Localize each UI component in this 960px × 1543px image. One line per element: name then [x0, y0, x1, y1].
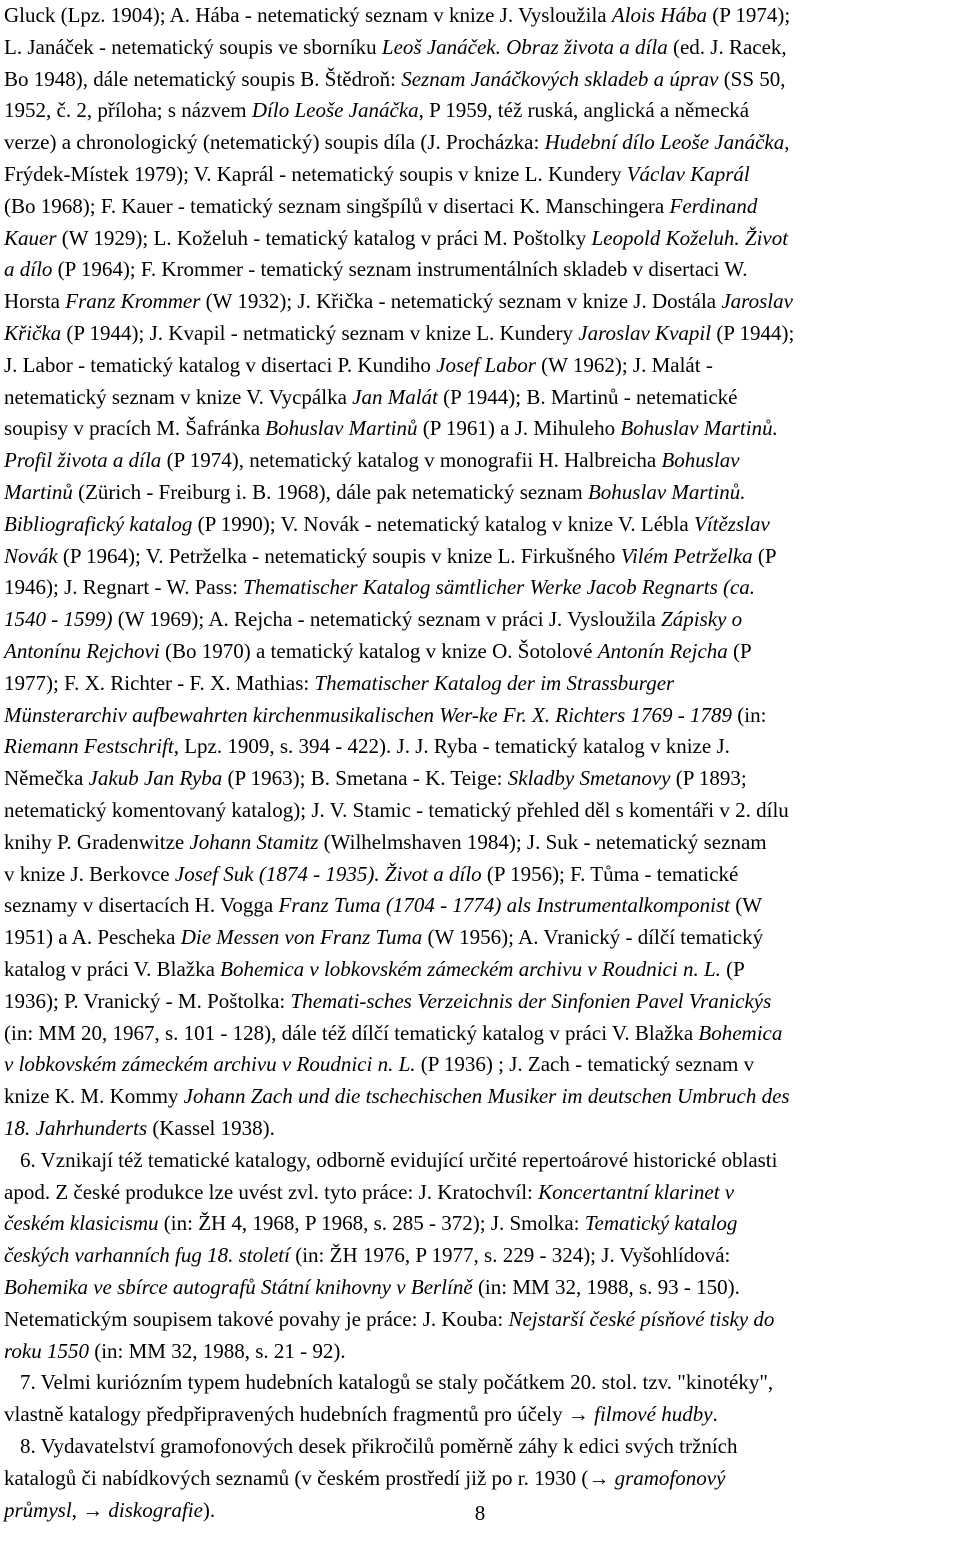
text-line — [20, 1367, 956, 1397]
text-segment: (P — [752, 543, 777, 568]
text-line — [20, 1145, 956, 1175]
text-segment: (P 1936) ; J. Zach - tematický seznam v — [415, 1052, 755, 1077]
text-segment: Bo 1948), dále netematický soupis B. Štědroň: — [4, 66, 402, 91]
text-segment: katalog v práci V. Blažka — [4, 957, 221, 981]
text-line — [20, 1431, 956, 1461]
italic-title: Bohuslav Martinů — [265, 416, 418, 441]
italic-title: Křička — [4, 321, 62, 345]
text-segment: (W 1956); A. Vranický - dílčí tematický — [422, 925, 764, 950]
text-segment: (W 1969); A. Rejcha - netematický seznam v práci J. Vysloužila — [112, 607, 662, 632]
text-line — [4, 827, 956, 857]
text-segment: knize K. M. Kommy — [4, 1084, 184, 1109]
text-segment: netematický seznam v knize V. Vycpálka — [4, 384, 353, 409]
text-segment: (P 1893; — [670, 766, 747, 791]
italic-title: Alois Hába — [611, 3, 707, 27]
italic-title: Die Messen von Franz Tuma — [180, 925, 423, 950]
text-line — [4, 64, 956, 94]
italic-title: Bohuslav Martinů. — [620, 416, 778, 441]
text-line — [4, 541, 956, 571]
text-line — [4, 636, 956, 666]
italic-title: Josef Labor — [436, 352, 536, 377]
text-segment: 8. Vydavatelství gramofonových desek přikročilů poměrně záhy k edici svých tržních — [20, 1434, 738, 1458]
text-segment: 1951) a A. Pescheka — [4, 925, 181, 950]
text-line — [4, 127, 956, 157]
text-line — [4, 509, 956, 539]
italic-title: Bohuslav Martinů. — [587, 480, 746, 504]
italic-title: roku 1550 — [4, 1338, 89, 1363]
text-segment: 7. Velmi kuriózním typem hudebních katalogů se staly počátkem 20. stol. tzv. "kinotéky", — [20, 1370, 774, 1395]
italic-title: Johann Stamitz — [189, 829, 319, 854]
text-segment: verze) a chronologický (netematický) soupis díla (J. Procházka: — [4, 130, 545, 155]
text-segment: (P 1944); J. Kvapil - netmatický seznam v knize L. Kundery — [61, 321, 579, 345]
text-line — [4, 731, 956, 761]
text-segment: (in: MM 32, 1988, s. 93 - 150). — [472, 1275, 740, 1299]
text-segment: v knize J. Berkovce — [4, 861, 175, 886]
text-segment: knihy P. Gradenwitze — [4, 829, 190, 854]
text-line — [4, 890, 956, 920]
italic-title: Antonínu Rejchovi — [4, 639, 160, 663]
text-segment: 1952, č. 2, příloha; s názvem — [4, 98, 252, 123]
text-segment: , P 1959, též ruská, anglická a německá — [418, 98, 750, 123]
text-line — [4, 254, 956, 284]
text-line — [4, 445, 956, 475]
text-segment: (P 1974), netematický katalog v monografii H. Halbreicha — [161, 448, 662, 473]
text-segment: 1977); F. X. Richter - F. X. Mathias: — [4, 670, 315, 695]
text-segment: Gluck (Lpz. 1904); A. Hába - netematický seznam v knize J. Vysloužila — [4, 3, 612, 27]
text-segment: (Zürich - Freiburg i. B. 1968), dále pak netematický seznam — [72, 480, 588, 504]
text-segment: L. Janáček - netematický soupis ve sborníku — [4, 34, 382, 59]
text-line — [4, 668, 956, 698]
italic-title: Franz Krommer — [65, 289, 201, 314]
italic-title: 18. Jahrhunderts — [4, 1116, 148, 1140]
text-segment: 6. Vznikají též tematické katalogy, odborně evidující určité repertoárové historické oblasti — [20, 1147, 778, 1172]
text-segment: , Lpz. 1909, s. 394 - 422). J. J. Ryba - tematický katalog v knize J. — [173, 734, 730, 759]
text-segment: (P 1964); F. Krommer - tematický seznam instrumentálních skladeb v disertaci W. — [52, 257, 748, 282]
text-segment: . — [712, 1402, 718, 1427]
italic-title: Thematischer Katalog sämtlicher Werke Jacob Regnarts (ca. — [243, 575, 756, 600]
italic-title: Bibliografický katalog — [4, 511, 193, 536]
italic-title: průmysl — [4, 1497, 72, 1522]
italic-title: Dílo Leoše Janáčka — [251, 98, 419, 123]
italic-title: Leopold Koželuh. Život — [591, 225, 789, 250]
text-segment: (P 1964); V. Petrželka - netematický soupis v knize L. Firkušného — [57, 543, 621, 568]
italic-title: Koncertantní klarinet v — [538, 1179, 735, 1204]
italic-title: Ferdinand — [669, 193, 758, 218]
text-segment: Němečka — [4, 766, 89, 791]
text-segment: Frýdek-Místek 1979); V. Kaprál - netematický soupis v knize L. Kundery — [4, 162, 627, 186]
italic-title: a dílo — [4, 257, 53, 282]
text-line — [4, 604, 956, 634]
text-segment: (W 1929); L. Koželuh - tematický katalog v práci M. Poštolky — [56, 225, 592, 250]
text-segment: (P — [720, 957, 745, 981]
italic-title: filmové hudby — [594, 1402, 713, 1427]
text-line — [4, 191, 956, 221]
italic-title: Bohuslav — [661, 448, 740, 473]
text-segment: (in: MM 20, 1967, s. 101 - 128), dále též dílčí tematický katalog v práci V. Blažka — [4, 1020, 699, 1045]
text-line — [4, 763, 956, 793]
text-segment: (in: ŽH 4, 1968, P 1968, s. 285 - 372); J. Smolka: — [158, 1211, 585, 1236]
text-segment: 1946); J. Regnart - W. Pass: — [4, 575, 244, 600]
italic-title: Leoš Janáček. Obraz života a díla — [381, 34, 668, 59]
text-segment: soupisy v pracích M. Šafránka — [4, 416, 266, 441]
italic-title: Nejstarší české písňové tisky do — [508, 1306, 775, 1331]
italic-title: Zápisky o — [661, 607, 743, 632]
text-line — [4, 1240, 956, 1270]
text-segment: (P 1961) a J. Mihuleho — [417, 416, 621, 441]
italic-title: českém klasicismu — [4, 1211, 159, 1236]
text-segment: (P 1974); — [706, 3, 791, 27]
italic-title: Jaroslav — [721, 289, 793, 314]
text-segment: vlastně katalogy předpřipravených hudebních fragmentů pro účely → — [4, 1402, 595, 1427]
text-segment: (Wilhelmshaven 1984); J. Suk - netematický seznam — [318, 829, 767, 854]
text-line — [4, 159, 956, 189]
text-segment: (W — [730, 893, 763, 918]
text-segment: (SS 50, — [718, 66, 786, 91]
text-segment: (P 1944); B. Martinů - netematické — [437, 384, 738, 409]
italic-title: Jan Malát — [352, 384, 438, 409]
text-line — [4, 1304, 956, 1334]
italic-title: Themati-sches Verzeichnis der Sinfonien Pavel Vranickýs — [290, 988, 772, 1013]
text-line — [4, 32, 956, 62]
text-segment: , → — [71, 1497, 109, 1522]
text-line — [4, 286, 956, 316]
italic-title: Bohemica v lobkovském zámeckém archivu v Roudnici n. L. — [220, 957, 721, 981]
text-line — [4, 1272, 956, 1302]
italic-title: Bohemika ve sbírce autografů Státní knihovny v Berlíně — [4, 1275, 473, 1299]
text-segment: seznamy v disertacích H. Vogga — [4, 893, 279, 918]
italic-title: Skladby Smetanovy — [507, 766, 671, 791]
text-line — [4, 922, 956, 952]
text-line — [4, 572, 956, 602]
text-segment: , — [784, 130, 790, 155]
text-segment: (in: ŽH 1976, P 1977, s. 229 - 324); J. Vyšohlídová: — [289, 1243, 731, 1268]
text-line — [4, 1399, 956, 1429]
text-segment: (Bo 1968); F. Kauer - tematický seznam singšpílů v disertaci K. Manschingera — [4, 193, 670, 218]
text-segment: (P 1956); F. Tůma - tematické — [481, 861, 739, 886]
italic-title: Antonín Rejcha — [597, 639, 728, 663]
text-line — [4, 700, 956, 730]
italic-title: 1540 - 1599) — [4, 607, 113, 632]
italic-title: Riemann Festschrift — [4, 734, 174, 759]
italic-title: Hudební dílo Leoše Janáčka — [544, 130, 785, 155]
page-number: 8 — [474, 1501, 486, 1525]
italic-title: Thematischer Katalog der im Strassburger — [314, 670, 675, 695]
text-line — [4, 95, 956, 125]
text-segment: (P 1944); — [711, 321, 795, 345]
text-line — [4, 318, 956, 348]
italic-title: gramofonový — [614, 1465, 726, 1490]
italic-title: Jaroslav Kvapil — [578, 321, 712, 345]
text-line — [4, 350, 956, 380]
text-segment: ). — [202, 1497, 216, 1522]
text-segment: 1936); P. Vranický - M. Poštolka: — [4, 988, 291, 1013]
text-segment: (ed. J. Racek, — [667, 34, 787, 59]
text-line — [4, 477, 956, 507]
text-line — [4, 954, 956, 984]
text-segment: (P 1963); B. Smetana - K. Teige: — [222, 766, 508, 791]
text-segment: (in: MM 32, 1988, s. 21 - 92). — [88, 1338, 346, 1363]
text-segment: netematický komentovaný katalog); J. V. Stamic - tematický přehled děl s komentáři v 2. dílu — [4, 798, 789, 822]
italic-title: v lobkovském zámeckém archivu v Roudnici n. L. — [4, 1052, 416, 1077]
text-line — [4, 859, 956, 889]
text-segment: Horsta — [4, 289, 66, 314]
text-segment: J. Labor - tematický katalog v disertaci P. Kundiho — [4, 352, 437, 377]
italic-title: Kauer — [4, 225, 57, 250]
text-line — [4, 223, 956, 253]
italic-title: Tematický katalog — [584, 1211, 738, 1236]
text-segment: (in: — [732, 702, 767, 727]
italic-title: Václav Kaprál — [626, 162, 750, 186]
italic-title: Jakub Jan Ryba — [88, 766, 223, 791]
italic-title: Martinů — [4, 480, 73, 504]
text-segment: (Bo 1970) a tematický katalog v knize O. Šotolové — [159, 639, 598, 663]
italic-title: Münsterarchiv aufbewahrten kirchenmusikalischen Wer-ke Fr. X. Richters 1769 - 1789 — [4, 702, 733, 727]
text-line — [4, 1208, 956, 1238]
text-line — [4, 1018, 956, 1048]
text-segment: (P 1990); V. Novák - netematický katalog v knize V. Lébla — [192, 511, 694, 536]
text-line — [4, 795, 956, 825]
italic-title: Bohemica — [698, 1020, 783, 1045]
text-line — [4, 1336, 956, 1366]
italic-title: Vítězslav — [693, 511, 770, 536]
text-line — [4, 1113, 956, 1143]
italic-title: Franz Tuma (1704 - 1774) als Instrumentalkomponist — [278, 893, 730, 918]
text-segment: (Kassel 1938). — [147, 1116, 275, 1140]
italic-title: českých varhanních fug 18. století — [4, 1243, 290, 1268]
text-line — [4, 986, 956, 1016]
text-segment: apod. Z české produkce lze uvést zvl. tyto práce: J. Kratochvíl: — [4, 1179, 539, 1204]
text-line — [4, 382, 956, 412]
text-segment: (W 1932); J. Křička - netematický seznam v knize J. Dostála — [200, 289, 722, 314]
text-line — [4, 1049, 956, 1079]
italic-title: Josef Suk (1874 - 1935). Život a dílo — [174, 861, 482, 886]
italic-title: Seznam Janáčkových skladeb a úprav — [401, 66, 719, 91]
italic-title: Novák — [4, 543, 58, 568]
text-line — [4, 413, 956, 443]
text-segment: katalogů či nabídkových seznamů (v českém prostředí již po r. 1930 (→ — [4, 1465, 615, 1490]
text-line — [4, 1081, 956, 1111]
text-segment: (W 1962); J. Malát - — [535, 352, 713, 377]
text-line — [4, 1177, 956, 1207]
italic-title: diskografie — [108, 1497, 203, 1522]
text-segment: Netematickým soupisem takové povahy je práce: J. Kouba: — [4, 1306, 509, 1331]
italic-title: Johann Zach und die tschechischen Musiker im deutschen Umbruch des — [183, 1084, 790, 1109]
italic-title: Profil života a díla — [4, 448, 162, 473]
text-line — [4, 0, 956, 30]
text-line — [4, 1463, 956, 1493]
text-segment: (P — [727, 639, 752, 663]
italic-title: Vilém Petrželka — [620, 543, 753, 568]
